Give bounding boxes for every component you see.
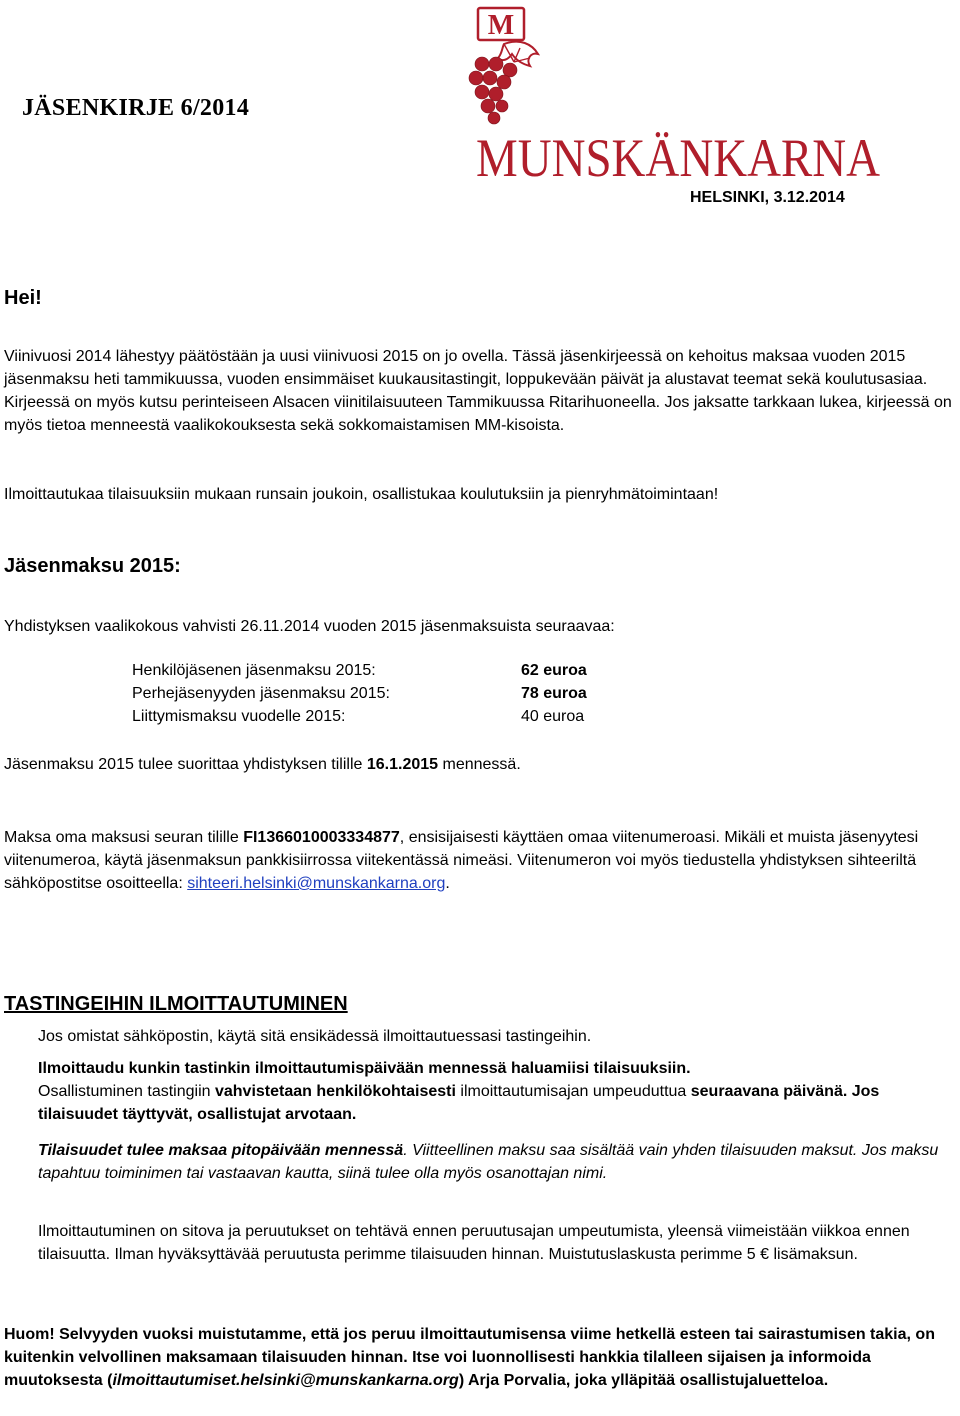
- letter-date: HELSINKI, 3.12.2014: [690, 189, 845, 206]
- registration-email: ilmoittautumiset.helsinki@munskankarna.org: [112, 1372, 459, 1389]
- fee-amount: 40 euroa: [521, 708, 585, 725]
- letter-title: JÄSENKIRJE 6/2014: [22, 95, 250, 121]
- greeting: Hei!: [4, 287, 42, 309]
- payment-text-end: .: [445, 875, 450, 892]
- confirmation-text-cont: ilmoittautumisajan umpeuduttua: [455, 1083, 691, 1100]
- confirmation-text: Osallistuminen tastingiin: [38, 1083, 215, 1100]
- bank-account: FI1366010003334877: [243, 829, 400, 846]
- payment-due-text: Tilaisuudet tulee maksaa pitopäivään mennessä: [38, 1142, 404, 1159]
- payment-rules-text: . Viitteellinen maksu saa sisältää vain yhden tilaisuuden maksut. Jos maksu tapahtuu toiminimen tai vastaavan kautta, siinä tulee olla myös osanottajan nimi.: [38, 1142, 939, 1182]
- munskankarna-logo: [468, 4, 888, 186]
- intro-paragraph: Viinivuosi 2014 lähestyy päätöstään ja uusi viinivuosi 2015 on jo ovella. Tässä jäsenkirjeessä on kehoitus maksaa vuoden 2015 jäsenmaksu heti tammikuussa, vuoden ensimmäiset kuukausitastingit, loppukevään päivät ja alustavat teemat sekä koulutusasiaa. Kirjeessä on myös kutsu perinteiseen Alsacen viinitilaisuuteen Tammikuussa Ritarihuoneella. Jos jaksatte tarkkaan lukea, kirjeessä on myös tietoa menneestä vaalikokouksesta sekä sokkomaistamisen MM-kisoista.: [4, 348, 952, 434]
- fee-amount: 62 euroa: [521, 662, 587, 679]
- fee-label: Henkilöjäsenen jäsenmaksu 2015:: [132, 662, 376, 679]
- payment-deadline: [4, 753, 956, 776]
- payment-text-cont: , ensisijaisesti käyttäen omaa viitenumeroasi. Mikäli et muista jäsenyytesi viitenumeroa, käytä jäsenmaksun pankkisiirrossa viitekentässä nimeäsi. Viitenumeron voi myös tiedustella yhdistyksen sihteeriltä sähköpostitse osoitteella:: [4, 829, 919, 892]
- tastings-email-note: Jos omistat sähköpostin, käytä sitä ensikädessä ilmoittautuessasi tastingeihin.: [38, 1028, 592, 1045]
- cancellation-notice: [4, 1323, 956, 1392]
- membership-heading: Jäsenmaksu 2015:: [4, 555, 181, 577]
- tastings-heading: TASTINGEIHIN ILMOITTAUTUMINEN: [4, 993, 348, 1015]
- confirmation-bold: vahvistetaan henkilökohtaisesti: [214, 1083, 456, 1100]
- fee-row: [132, 682, 587, 705]
- confirmation-bold-end: seuraavana päivänä. Jos tilaisuudet täyttyvät, osallistujat arvotaan.: [38, 1083, 880, 1123]
- deadline-text: Jäsenmaksu 2015 tulee suorittaa yhdistyksen tilille: [4, 756, 367, 773]
- fee-table: [132, 659, 587, 728]
- logo-wordmark: MUNSKÄNKARNA: [476, 128, 880, 188]
- registration-deadline-text: Ilmoittaudu kunkin tastinkin ilmoittautumispäivään mennessä haluamiisi tilaisuuksiin.: [38, 1060, 691, 1077]
- secretary-email-link[interactable]: sihteeri.helsinki@munskankarna.org: [187, 875, 446, 892]
- notice-text: Huom! Selvyyden vuoksi muistutamme, että jos peruu ilmoittautumisensa viime hetkellä esteen tai sairastumisen takia, on kuitenkin velvollinen maksamaan tilaisuuden hinnan. Itse voi luonnollisesti hankkia tilalleen sijaisen ja informoida muutoksesta (: [4, 1326, 935, 1389]
- invite-paragraph: Ilmoittautukaa tilaisuuksiin mukaan runsain joukoin, osallistukaa koulutuksiin ja pienryhmätoimintaan!: [4, 486, 719, 503]
- fee-row: [132, 659, 587, 682]
- notice-text-end: ) Arja Porvalia, joka ylläpitää osallistujaluetteloa.: [458, 1372, 829, 1389]
- fee-row: [132, 705, 587, 728]
- fee-label: Perhejäsenyyden jäsenmaksu 2015:: [132, 685, 390, 702]
- deadline-text-end: mennessä.: [438, 756, 521, 773]
- fee-label: Liittymismaksu vuodelle 2015:: [132, 708, 346, 725]
- payment-text: Maksa oma maksusi seuran tilille: [4, 829, 244, 846]
- fee-amount: 78 euroa: [521, 685, 587, 702]
- tastings-registration-rules: [38, 1057, 960, 1126]
- payment-instructions: [4, 826, 956, 895]
- tastings-cancellation-rules: Ilmoittautuminen on sitova ja peruutukset on tehtävä ennen peruutusajan umpeutumista, yleensä viimeistään viikkoa ennen tilaisuutta. Ilman hyväksyttävää peruutusta perimme tilaisuuden hinnan. Muistutuslaskusta perimme 5 € lisämaksun.: [38, 1223, 910, 1263]
- svg-text:M: M: [487, 10, 515, 41]
- tastings-payment-rules: [38, 1139, 960, 1185]
- fee-decision-text: Yhdistyksen vaalikokous vahvisti 26.11.2014 vuoden 2015 jäsenmaksuista seuraavaa:: [4, 618, 615, 635]
- deadline-date: 16.1.2015: [366, 756, 439, 773]
